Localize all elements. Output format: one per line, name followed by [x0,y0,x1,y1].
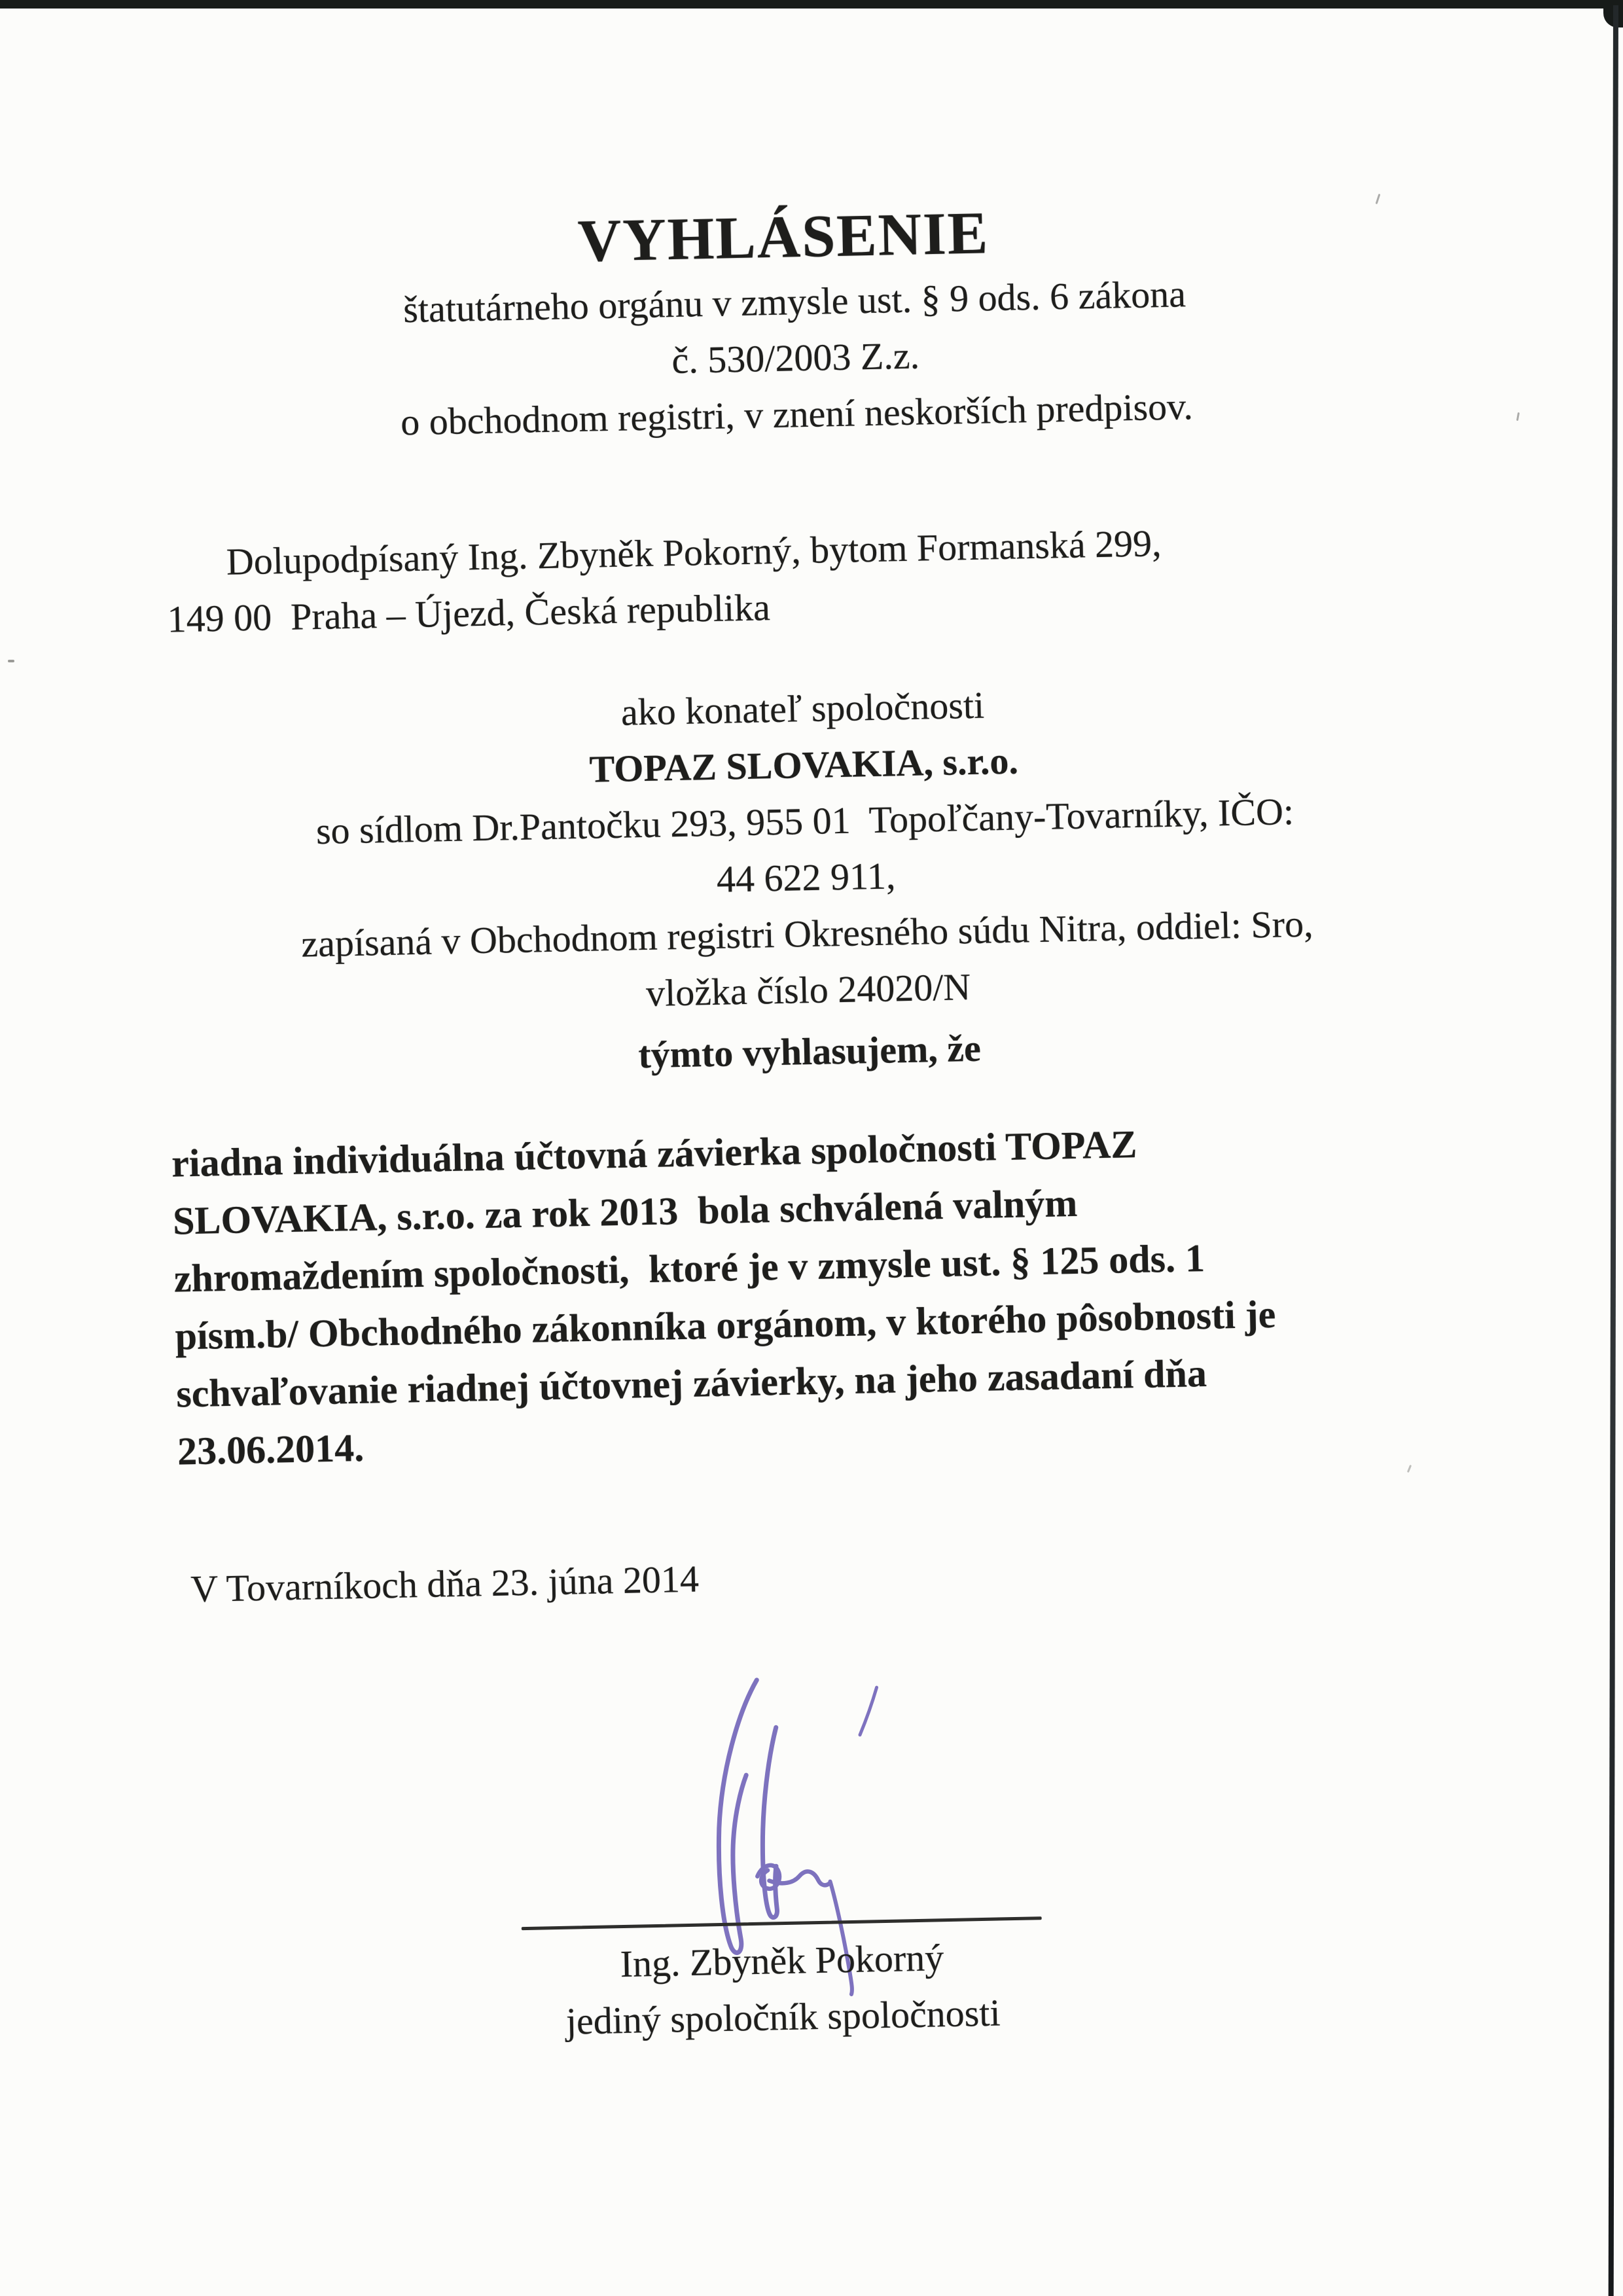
company-detail-line: zapísaná v Obchodnom registri Okresného súdu Nitra, oddiel: Sro, [300,902,1314,965]
declaration-line: SLOVAKIA, s.r.o. za rok 2013 bola schválená valným [172,1181,1078,1243]
declarant-line: Dolupodpísaný Ing. Zbyněk Pokorný, bytom Formanská 299, [226,522,1162,583]
declaration-line: písm.b/ Obchodného zákonníka orgánom, v ktorého pôsobnosti je [174,1292,1276,1358]
place-date-block [190,1551,699,1618]
subtitle-line: č. 530/2003 Z.z. [671,334,920,382]
company-name: TOPAZ SLOVAKIA, s.r.o. [588,739,1019,791]
declaration-paragraph [171,1108,1486,1480]
place-date-line: V Tovarníkoch dňa 23. júna 2014 [190,1557,700,1611]
declaration-line: riadna individuálna účtovná závierka spoločnosti TOPAZ [171,1122,1137,1185]
document-title: VYHLÁSENIE [577,199,990,274]
declarant-line: 149 00 Praha – Újezd, Česká republika [166,586,771,641]
company-detail-line: vložka číslo 24020/N [645,965,971,1015]
company-ico-number: 44 622 911, [716,854,896,901]
subtitle-block [0,257,1609,459]
company-detail-line: so sídlom Dr.Pantočku 293, 955 01 Topoľčany-Tovarníky, IČO: [315,790,1294,853]
declaration-line: zhromaždením spoločnosti, ktoré je v zmysle ust. § 125 ods. 1 [173,1236,1205,1300]
subtitle-line: o obchodnom registri, v znení neskorších predpisov. [400,385,1194,444]
declaration-lead: týmto vyhlasujem, že [637,1026,982,1077]
signature-block [461,1915,1105,2052]
declaration-line: schvaľovanie riadnej účtovnej závierky, na jeho zasadaní dňa [175,1351,1207,1416]
company-block [0,664,1620,1035]
signatory-name: Ing. Zbyněk Pokorný [620,1936,944,1986]
declaration-approval-date: 23.06.2014. [177,1426,365,1473]
role-line: ako konateľ spoločnosti [620,683,985,734]
subtitle-line: štatutárneho orgánu v zmysle ust. § 9 ods. 6 zákona [402,272,1186,331]
declarant-paragraph [166,510,1411,647]
signatory-role: jediný spoločník spoločnosti [565,1991,1001,2043]
